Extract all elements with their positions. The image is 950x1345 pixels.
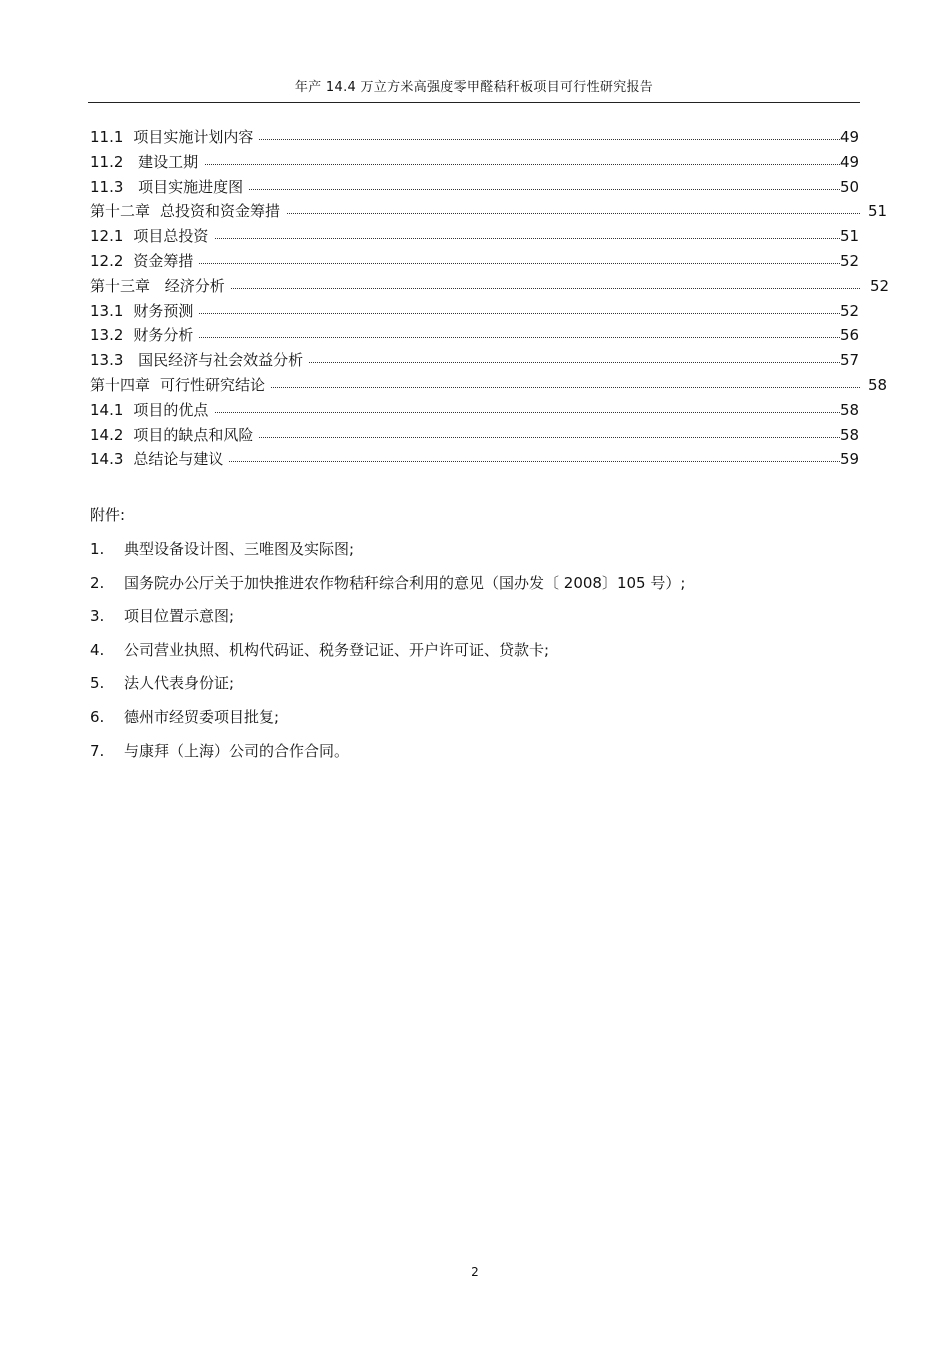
toc-chapter-title: 经济分析 <box>160 276 225 295</box>
toc-entry-number: 12.1 <box>90 227 124 246</box>
toc-entry-title: 项目的缺点和风险 <box>133 425 254 444</box>
running-header <box>88 78 860 103</box>
appendix-item-number: 5. <box>90 674 105 693</box>
toc-chapter-entry[interactable] <box>90 275 890 300</box>
toc-entry-page: 58 <box>840 400 860 419</box>
toc-entry-title: 项目实施计划内容 <box>133 128 254 146</box>
appendix-item-number: 2. <box>90 573 105 592</box>
toc-leader-dots <box>90 337 840 338</box>
toc-entry-page: 56 <box>840 326 860 345</box>
table-of-contents <box>90 126 890 473</box>
toc-entry[interactable] <box>90 250 890 275</box>
toc-entry[interactable] <box>90 424 890 449</box>
toc-chapter-title: 总投资和资金筹措 <box>160 202 281 221</box>
toc-entry-number: 13.2 <box>90 326 124 345</box>
toc-entry-page: 52 <box>840 251 860 270</box>
appendix-item-number: 3. <box>90 607 105 626</box>
toc-leader-dots <box>90 313 840 314</box>
page-footer <box>0 1265 950 1279</box>
toc-entry-number: 14.1 <box>90 400 124 419</box>
toc-entry-title: 建设工期 <box>133 152 199 171</box>
toc-entry-number: 14.2 <box>90 425 124 444</box>
appendix-item-text: 法人代表身份证; <box>124 674 235 693</box>
toc-chapter-title: 可行性研究结论 <box>160 375 266 394</box>
toc-entry-number: 12.2 <box>90 251 124 270</box>
appendix-item <box>90 572 870 606</box>
toc-entry[interactable] <box>90 126 890 151</box>
toc-entry-page: 52 <box>870 276 890 295</box>
toc-entry-number: 11.1 <box>90 128 124 146</box>
toc-chapter-number: 第十三章 <box>90 276 151 295</box>
appendix-item <box>90 605 870 639</box>
toc-leader-dots <box>90 263 840 264</box>
toc-chapter-number: 第十二章 <box>90 202 151 221</box>
appendix-item <box>90 706 870 740</box>
toc-entry-title: 财务分析 <box>133 326 194 345</box>
appendix-item <box>90 639 870 673</box>
toc-entry-title: 项目实施进度图 <box>133 177 244 196</box>
toc-entry[interactable] <box>90 300 890 325</box>
toc-entry-title: 项目总投资 <box>133 227 209 246</box>
toc-entry-title: 国民经济与社会效益分析 <box>133 351 304 370</box>
toc-chapter-entry[interactable] <box>90 374 890 399</box>
appendix-item-text: 国务院办公厅关于加快推进农作物秸秆综合利用的意见（国办发〔 2008〕105 号）; <box>124 573 686 592</box>
appendix-item <box>90 538 870 572</box>
appendix-item-text: 与康拜（上海）公司的合作合同。 <box>124 741 350 760</box>
toc-chapter-entry[interactable] <box>90 200 890 225</box>
toc-entry-page: 58 <box>840 425 860 444</box>
toc-entry-title: 项目的优点 <box>133 400 209 419</box>
appendix-item-text: 典型设备设计图、三唯图及实际图; <box>124 540 355 558</box>
toc-entry-title: 总结论与建议 <box>133 450 224 469</box>
appendix-item-text: 德州市经贸委项目批复; <box>124 707 280 726</box>
appendix-item <box>90 740 870 774</box>
toc-entry-page: 49 <box>840 128 860 146</box>
appendix-heading: 附件: <box>90 506 126 524</box>
toc-entry-number: 13.1 <box>90 301 124 320</box>
toc-entry-page: 50 <box>840 177 860 196</box>
document-title: 年产 14.4 万立方米高强度零甲醛秸秆板项目可行性研究报告 <box>294 80 654 95</box>
toc-entry-title: 财务预测 <box>133 301 194 320</box>
toc-entry-page: 51 <box>840 227 860 246</box>
toc-entry[interactable] <box>90 448 890 473</box>
toc-entry-number: 14.3 <box>90 450 124 469</box>
toc-entry-page: 58 <box>868 375 888 394</box>
appendix-item-number: 7. <box>90 741 105 760</box>
appendix-item <box>90 672 870 706</box>
toc-entry[interactable] <box>90 399 890 424</box>
appendix-section <box>90 504 870 773</box>
page-number: 2 <box>471 1265 479 1279</box>
toc-entry[interactable] <box>90 176 890 201</box>
toc-entry-page: 51 <box>868 202 888 221</box>
toc-entry-page: 57 <box>840 351 860 370</box>
toc-entry[interactable] <box>90 225 890 250</box>
toc-entry-page: 49 <box>840 152 860 171</box>
toc-entry[interactable] <box>90 324 890 349</box>
toc-entry-page: 52 <box>840 301 860 320</box>
appendix-item-number: 4. <box>90 640 105 659</box>
toc-entry[interactable] <box>90 349 890 374</box>
toc-entry[interactable] <box>90 151 890 176</box>
toc-entry-page: 59 <box>840 450 860 469</box>
appendix-item-number: 6. <box>90 707 105 726</box>
appendix-item-text: 项目位置示意图; <box>124 607 235 626</box>
appendix-item-text: 公司营业执照、机构代码证、税务登记证、开户许可证、贷款卡; <box>124 640 550 659</box>
toc-chapter-number: 第十四章 <box>90 375 151 394</box>
toc-entry-title: 资金筹措 <box>133 251 194 270</box>
appendix-item-number: 1. <box>90 540 105 558</box>
toc-entry-number: 13.3 <box>90 351 124 370</box>
toc-entry-number: 11.2 <box>90 152 124 171</box>
toc-entry-number: 11.3 <box>90 177 124 196</box>
